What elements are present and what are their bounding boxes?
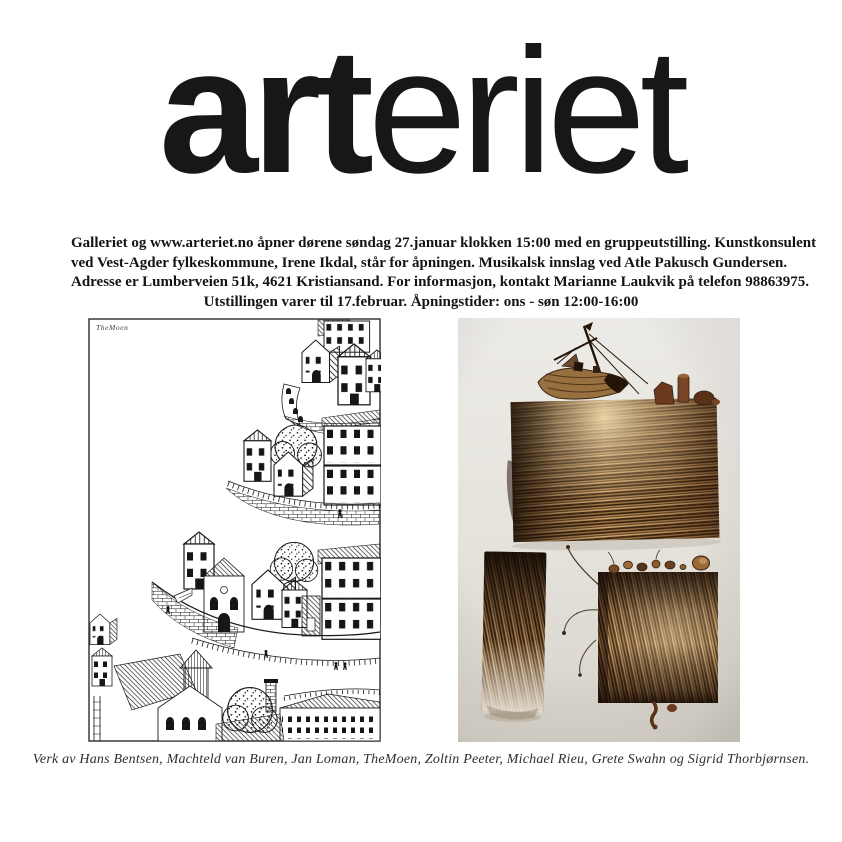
paintings-photo xyxy=(458,318,740,742)
ink-tower-drawing xyxy=(88,318,381,742)
logo-light-text: eriet xyxy=(367,11,683,210)
logo-bold-text: art xyxy=(159,11,368,210)
right-artwork-figure xyxy=(458,318,740,742)
painting-top-rectangle xyxy=(505,398,721,552)
gallery-logo xyxy=(0,11,842,210)
painting-bottom-left xyxy=(481,551,546,722)
intro-line-4: Utstillingen varer til 17.februar. Åpningstider: ons - søn 12:00-16:00 xyxy=(203,293,639,310)
artist-caption: Verk av Hans Bentsen, Machteld van Buren, Jan Loman, TheMoen, Zoltin Peeter, Michael Rieu, Grete Swahn og Sigrid Thorbjørnsen. xyxy=(32,752,810,767)
artist-signature: TheMoen xyxy=(96,323,129,332)
intro-paragraph xyxy=(71,234,817,312)
intro-line-3: Adresse er Lumberveien 51k, 4621 Kristiansand. For informasjon, kontakt Marianne Laukvik på telefon 98863975. xyxy=(71,274,809,290)
intro-line-2: ved Vest-Agder fylkeskommune, Irene Ikdal, står for åpningen. Musikalsk innslag ved Atle Pakusch Gundersen. xyxy=(71,254,788,271)
intro-line-1: Galleriet og www.arteriet.no åpner dørene søndag 27.januar klokken 15:00 med en gruppeutstilling. Kunstkonsulent xyxy=(71,235,817,251)
left-artwork-figure xyxy=(88,318,381,742)
